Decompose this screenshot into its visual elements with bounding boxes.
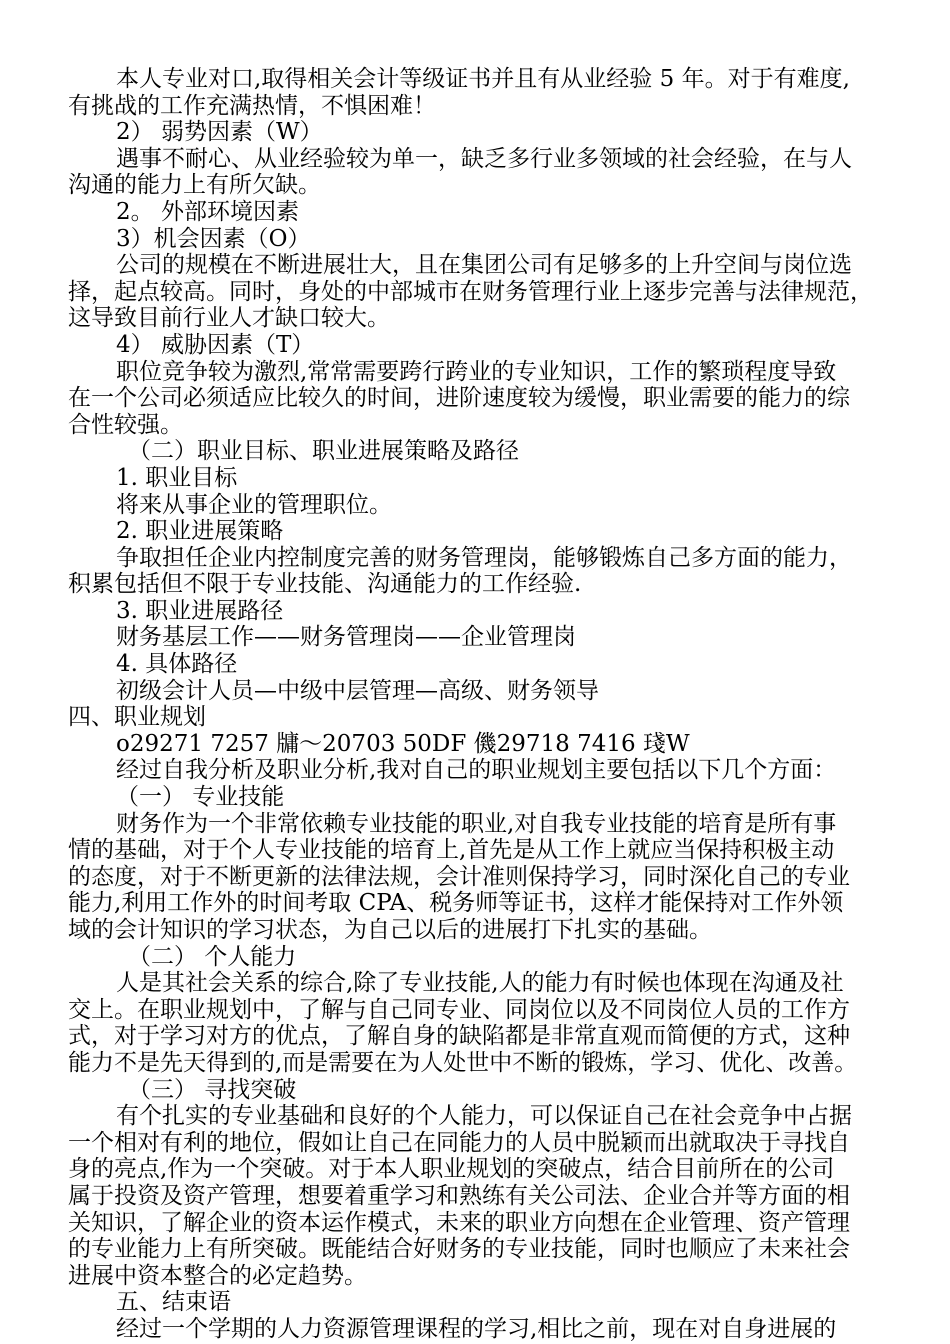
text-line: 沟通的能力上有所欠缺。 — [68, 172, 321, 199]
text-line: 积累包括但不限于专业技能、沟通能力的工作经验. — [68, 571, 582, 598]
text-line: 进展中资本整合的必定趋势。 — [68, 1262, 367, 1289]
text-line: 职位竞争较为激烈,常常需要跨行跨业的专业知识，工作的繁琐程度导致 — [116, 358, 837, 385]
text-line: 初级会计人员—中级中层管理—高级、财务领导 — [116, 677, 599, 704]
text-line: 将来从事企业的管理职位。 — [116, 491, 392, 518]
text-line: 情的基础，对于个人专业技能的培育上,首先是从工作上就应当保持积极主动 — [68, 837, 835, 864]
text-line: 3）机会因素（O） — [116, 225, 311, 252]
text-line: 2. 职业进展策略 — [116, 518, 284, 545]
text-line: 属于投资及资产管理，想要着重学习和熟练有关公司法、企业合并等方面的相 — [68, 1182, 850, 1209]
text-line: o29271 7257 牗～20703 50DF 僟29718 7416 琖W — [116, 730, 690, 757]
text-line: （二） 个人能力 — [128, 943, 297, 970]
text-line: 经过一个学期的人力资源管理课程的学习,相比之前，现在对自身进展的 — [116, 1315, 837, 1342]
text-line: 争取担任企业内控制度完善的财务管理岗，能够锻炼自己多方面的能力， — [116, 544, 852, 571]
text-line: 1. 职业目标 — [116, 464, 238, 491]
text-line: 4. 具体路径 — [116, 651, 238, 678]
text-line: 身的亮点,作为一个突破。对于本人职业规划的突破点，结合目前所在的公司 — [68, 1156, 835, 1183]
text-line: 人是其社会关系的综合,除了专业技能,人的能力有时候也体现在沟通及社 — [116, 970, 844, 997]
text-line: 公司的规模在不断进展壮大，且在集团公司有足够多的上升空间与岗位选 — [116, 252, 852, 279]
text-line: 的专业能力上有所突破。既能结合好财务的专业技能，同时也顺应了未来社会 — [68, 1236, 850, 1263]
text-line: 关知识，了解企业的资本运作模式，未来的职业方向想在企业管理、资产管理 — [68, 1209, 850, 1236]
text-line: 四、职业规划 — [68, 704, 206, 731]
text-line: 五、结束语 — [116, 1289, 231, 1316]
text-line: 这导致目前行业人才缺口较大。 — [68, 305, 390, 332]
text-line: 能力,利用工作外的时间考取 CPA、税务师等证书，这样才能保持对工作外领 — [68, 890, 844, 917]
text-line: 的态度，对于不断更新的法律法规，会计准则保持学习，同时深化自己的专业 — [68, 863, 850, 890]
text-line: 有个扎实的专业基础和良好的个人能力，可以保证自己在社会竞争中占据 — [116, 1103, 852, 1130]
text-line: 4） 威胁因素（T） — [116, 331, 315, 358]
text-line: 式，对于学习对方的优点，了解自身的缺陷都是非常直观而简便的方式，这种 — [68, 1023, 850, 1050]
text-line: 财务作为一个非常依赖专业技能的职业,对自我专业技能的培育是所有事 — [116, 810, 837, 837]
text-line: 财务基层工作——财务管理岗——企业管理岗 — [116, 624, 576, 651]
text-line: （一） 专业技能 — [116, 784, 285, 811]
text-line: 2。 外部环境因素 — [116, 198, 299, 225]
text-line: 一个相对有利的地位，假如让自己在同能力的人员中脱颖而出就取决于寻找自 — [68, 1129, 850, 1156]
text-line: 交上。在职业规划中，了解与自己同专业、同岗位以及不同岗位人员的工作方 — [68, 996, 850, 1023]
text-line: 遇事不耐心、从业经验较为单一，缺乏多行业多领域的社会经验，在与人 — [116, 145, 852, 172]
text-line: 能力不是先天得到的,而是需要在为人处世中不断的锻炼，学习、优化、改善。 — [68, 1049, 858, 1076]
text-line: 有挑战的工作充满热情，不惧困难！ — [68, 92, 436, 119]
text-line: 经过自我分析及职业分析,我对自己的职业规划主要包括以下几个方面： — [116, 757, 837, 784]
document-page — [68, 66, 886, 1343]
text-line: 2） 弱势因素（W） — [116, 119, 323, 146]
text-line: 3. 职业进展路径 — [116, 597, 284, 624]
text-line: 择，起点较高。同时，身处的中部城市在财务管理行业上逐步完善与法律规范， — [68, 278, 873, 305]
text-line: （三） 寻找突破 — [128, 1076, 297, 1103]
text-line: （二）职业目标、职业进展策略及路径 — [128, 438, 519, 465]
text-line: 合性较强。 — [68, 411, 183, 438]
text-line: 在一个公司必须适应比较久的时间，进阶速度较为缓慢，职业需要的能力的综 — [68, 385, 850, 412]
text-line: 域的会计知识的学习状态，为自己以后的进展打下扎实的基础。 — [68, 917, 712, 943]
text-line: 本人专业对口,取得相关会计等级证书并且有从业经验 5 年。对于有难度, — [116, 66, 850, 92]
